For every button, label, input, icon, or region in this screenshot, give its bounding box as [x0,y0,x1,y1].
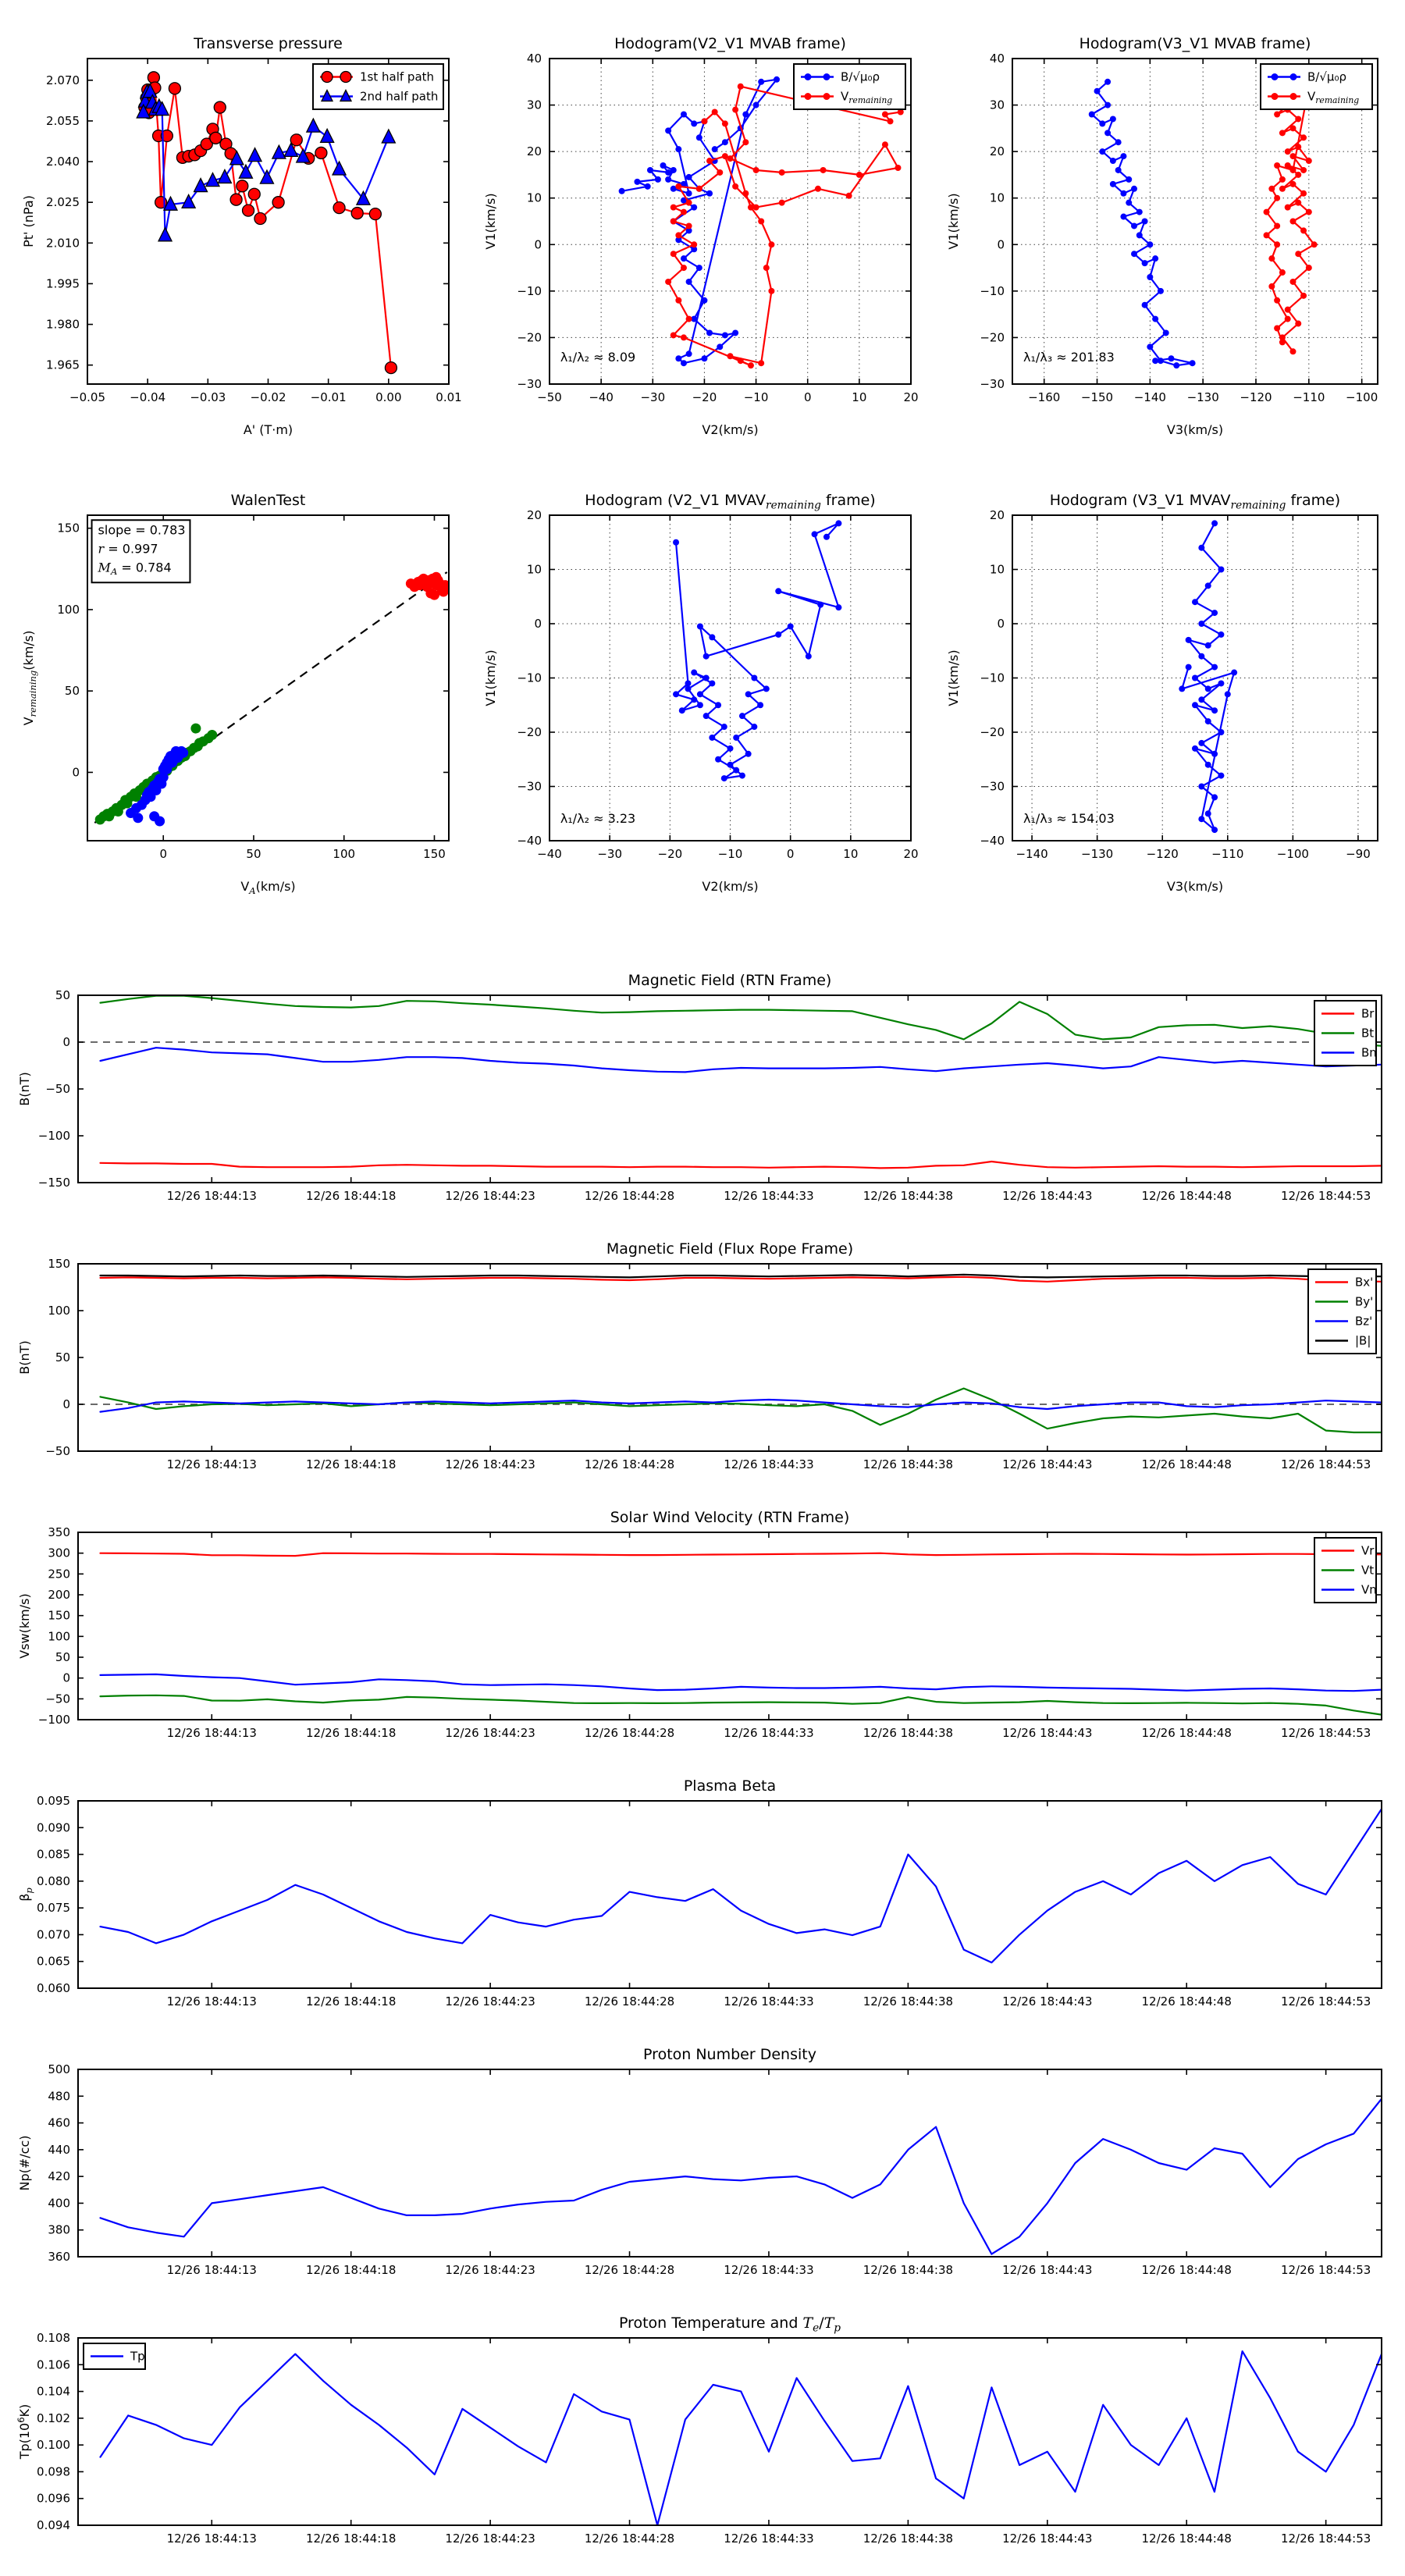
proton-number-density-svg [12,2038,1393,2296]
x-tick-label: 12/26 18:44:23 [445,1457,535,1471]
y-tick-label: 2.070 [46,73,80,87]
x-tick-label: 12/26 18:44:18 [306,1726,397,1740]
y-tick-label: 10 [989,562,1005,577]
y-tick-label: 50 [64,684,80,699]
x-tick-label: −0.05 [69,390,105,404]
y-tick-label: 100 [48,1629,70,1644]
y-axis-label: V1(km/s) [483,193,498,250]
plot-proton-temperature [12,2307,1393,2564]
legend-label: 1st half path [360,69,435,84]
x-tick-label: 100 [333,847,356,861]
x-tick-label: 12/26 18:44:23 [445,1189,535,1203]
proton-temperature-svg [12,2307,1393,2564]
y-axis-label: B(nT) [17,1340,32,1375]
x-tick-label: 12/26 18:44:33 [724,2532,814,2546]
x-tick-label: 12/26 18:44:43 [1002,1726,1093,1740]
plot-hodogram-v2v1-mvav [478,476,927,902]
y-tick-label: 0.108 [37,2331,70,2345]
stats-line: r = 0.997 [98,541,158,557]
x-tick-label: 12/26 18:44:38 [863,1994,954,2008]
x-tick-label: 12/26 18:44:53 [1280,1726,1371,1740]
y-tick-label: 10 [989,190,1005,205]
hodogram-v3v1-mvav-svg [941,476,1393,902]
hodogram-v2v1-mvab-svg [478,20,927,445]
x-tick-label: −30 [597,847,622,861]
y-tick-label: 0.106 [37,2357,70,2372]
walen-test-svg [16,476,464,902]
legend-label: |B| [1355,1333,1371,1348]
x-tick-label: 12/26 18:44:33 [724,1726,814,1740]
y-tick-label: 0.100 [37,2438,70,2453]
x-tick-label: −130 [1186,390,1219,404]
y-axis-label: $V_{remaining}(km/s)$ [21,630,38,726]
x-tick-label: 12/26 18:44:23 [445,2263,535,2277]
legend-label: Vr [1361,1543,1375,1558]
legend-label: Bt [1361,1026,1375,1041]
legend-label: Bn [1361,1045,1377,1060]
x-tick-label: 12/26 18:44:43 [1002,2532,1093,2546]
y-tick-label: −150 [37,1176,70,1190]
x-tick-label: −0.02 [250,390,286,404]
x-tick-label: −100 [1276,847,1309,861]
y-tick-label: −20 [517,330,542,345]
x-tick-label: −110 [1293,390,1325,404]
x-tick-label: 12/26 18:44:33 [724,1189,814,1203]
x-tick-label: 12/26 18:44:18 [306,2532,397,2546]
chart-title: Transverse pressure [194,35,343,52]
y-tick-label: 150 [48,1257,70,1271]
legend [313,64,443,109]
x-axis-label: V3(km/s) [1166,422,1224,437]
y-tick-label: −50 [45,1082,70,1096]
x-axis-label: V2(km/s) [702,879,759,894]
y-tick-label: 40 [989,52,1005,66]
x-tick-label: 12/26 18:44:53 [1280,1994,1371,2008]
y-tick-label: 500 [48,2062,70,2076]
x-tick-label: 0 [159,847,168,861]
x-tick-label: 12/26 18:44:23 [445,1994,535,2008]
y-tick-label: 0 [62,1670,70,1685]
hodogram-v2v1-mvav-svg [478,476,927,902]
y-tick-label: 150 [48,1608,70,1623]
y-tick-label: 0.075 [37,1901,70,1916]
x-tick-label: 12/26 18:44:18 [306,1994,397,2008]
chart-title: Hodogram(V2_V1 MVAB frame) [614,35,846,52]
eigenratio-annotation: λ₁/λ₂ ≈ 3.23 [560,811,636,827]
y-axis-label: V1(km/s) [483,649,498,706]
y-tick-label: 250 [48,1567,70,1582]
y-tick-label: 30 [526,98,542,112]
x-axis-label: A' (T·m) [243,422,293,437]
y-tick-label: 0.060 [37,1981,70,1995]
x-tick-label: 12/26 18:44:38 [863,2263,954,2277]
x-tick-label: 12/26 18:44:28 [584,1189,675,1203]
y-tick-label: 0.080 [37,1873,70,1888]
y-tick-label: 100 [57,602,80,617]
y-tick-label: 420 [48,2169,70,2184]
x-tick-label: −90 [1346,847,1371,861]
x-tick-label: 12/26 18:44:48 [1141,1994,1232,2008]
y-tick-label: 2.025 [46,195,80,210]
y-tick-label: 20 [526,144,542,159]
legend-label: Br [1361,1006,1375,1021]
plot-hodogram-v3v1-mvav [941,476,1393,902]
x-tick-label: 12/26 18:44:48 [1141,1726,1232,1740]
x-tick-label: −0.03 [190,390,226,404]
x-tick-label: −20 [692,390,717,404]
stats-line: $M_A = 0.784$ [98,560,172,578]
y-axis-label: Pt' (nPa) [21,195,36,247]
x-axis-label: V3(km/s) [1166,879,1224,894]
legend [1261,64,1372,109]
plot-hodogram-v2v1-mvab [478,20,927,445]
chart-title: Proton Number Density [643,2046,816,2063]
y-axis-label: Vsw(km/s) [17,1593,32,1659]
x-tick-label: 12/26 18:44:23 [445,2532,535,2546]
legend [1314,1001,1377,1066]
y-tick-label: 0.070 [37,1927,70,1942]
legend [794,64,905,109]
y-tick-label: 300 [48,1546,70,1560]
y-tick-label: 2.040 [46,155,80,169]
y-tick-label: −40 [980,834,1005,848]
x-tick-label: 12/26 18:44:43 [1002,1994,1093,2008]
y-tick-label: 360 [48,2250,70,2264]
legend [1308,1269,1376,1354]
y-axis-label: $Tp(10^6K)$ [15,2403,32,2460]
legend-label: B/√μ₀ρ [841,69,880,84]
plot-transverse-pressure [16,20,464,445]
x-tick-label: −10 [717,847,743,861]
x-tick-label: −0.01 [310,390,347,404]
x-tick-label: −50 [537,390,562,404]
y-axis-label: Np(#/cc) [17,2135,32,2191]
y-tick-label: 200 [48,1588,70,1602]
y-tick-label: 0 [72,765,80,780]
legend-label: Tp [130,2349,145,2364]
x-tick-label: 12/26 18:44:53 [1280,2263,1371,2277]
y-tick-label: 10 [526,190,542,205]
x-tick-label: 12/26 18:44:18 [306,1189,397,1203]
y-tick-label: 460 [48,2115,70,2130]
legend-label: Vn [1361,1582,1377,1597]
x-tick-label: 0.01 [436,390,462,404]
plot-solar-wind-velocity [12,1501,1393,1759]
x-tick-label: −40 [589,390,614,404]
stats-line: slope = 0.783 [98,522,186,538]
x-tick-label: 50 [246,847,261,861]
y-tick-label: 1.995 [46,276,80,291]
x-tick-label: −0.04 [130,390,166,404]
y-tick-label: 0 [534,237,542,252]
y-tick-label: 0.094 [37,2518,70,2532]
y-tick-label: −10 [517,671,542,685]
x-tick-label: 12/26 18:44:38 [863,1457,954,1471]
legend-label: By' [1355,1294,1374,1309]
x-tick-label: 12/26 18:44:53 [1280,1457,1371,1471]
x-axis-label: $V_A(km/s)$ [240,879,296,896]
y-tick-label: 0.102 [37,2411,70,2425]
legend-label: Vt [1361,1563,1375,1578]
plot-magnetic-field-rtn [12,964,1393,1222]
y-tick-label: 400 [48,2196,70,2211]
y-tick-label: 0.104 [37,2384,70,2399]
plot-magnetic-field-fluxrope [12,1233,1393,1490]
y-tick-label: −50 [45,1692,70,1706]
x-tick-label: −20 [657,847,683,861]
x-tick-label: −130 [1081,847,1114,861]
y-axis-label: V1(km/s) [946,649,961,706]
x-tick-label: 12/26 18:44:33 [724,1994,814,2008]
y-tick-label: 0.096 [37,2491,70,2506]
magnetic-field-rtn-svg [12,964,1393,1222]
x-tick-label: 12/26 18:44:13 [166,1457,257,1471]
x-tick-label: 10 [843,847,859,861]
y-tick-label: −50 [45,1444,70,1458]
hodogram-v3v1-mvab-svg [941,20,1393,445]
y-tick-label: −10 [517,283,542,298]
chart-title: Hodogram (V2_V1 $MVAV_{remaining}$ frame) [585,492,876,512]
x-tick-label: 12/26 18:44:28 [584,2532,675,2546]
x-tick-label: 12/26 18:44:43 [1002,2263,1093,2277]
chart-title: Magnetic Field (RTN Frame) [628,972,832,989]
x-tick-label: 12/26 18:44:13 [166,1726,257,1740]
x-tick-label: 12/26 18:44:28 [584,1726,675,1740]
x-tick-label: −160 [1028,390,1061,404]
x-tick-label: −120 [1240,390,1272,404]
x-tick-label: 12/26 18:44:48 [1141,2263,1232,2277]
y-tick-label: 20 [526,508,542,522]
x-tick-label: −110 [1211,847,1244,861]
chart-title: Magnetic Field (Flux Rope Frame) [606,1240,854,1258]
y-tick-label: −30 [517,779,542,794]
y-tick-label: 10 [526,562,542,577]
x-tick-label: 10 [852,390,867,404]
x-tick-label: −120 [1146,847,1179,861]
chart-title: WalenTest [230,492,306,509]
y-tick-label: 0.090 [37,1820,70,1835]
x-tick-label: 12/26 18:44:38 [863,1726,954,1740]
x-tick-label: 12/26 18:44:13 [166,2263,257,2277]
y-tick-label: −30 [980,377,1005,391]
legend-label: $V_{remaining}$ [841,89,893,106]
x-tick-label: 12/26 18:44:38 [863,1189,954,1203]
y-tick-label: −40 [517,834,542,848]
x-tick-label: 12/26 18:44:33 [724,2263,814,2277]
chart-title: Plasma Beta [683,1777,777,1795]
legend [84,2343,145,2369]
x-axis-label: V2(km/s) [702,422,759,437]
y-tick-label: 0.095 [37,1794,70,1808]
x-tick-label: 12/26 18:44:13 [166,1189,257,1203]
x-tick-label: −10 [743,390,769,404]
plot-hodogram-v3v1-mvab [941,20,1393,445]
y-axis-label: V1(km/s) [946,193,961,250]
y-tick-label: 0 [62,1035,70,1049]
plot-walen-test [16,476,464,902]
x-tick-label: 12/26 18:44:13 [166,2532,257,2546]
magnetic-field-fluxrope-svg [12,1233,1393,1490]
x-tick-label: −40 [537,847,562,861]
x-tick-label: 0.00 [375,390,402,404]
stats-box [92,520,190,582]
y-tick-label: −20 [517,725,542,739]
y-tick-label: 0.098 [37,2464,70,2479]
y-tick-label: 50 [55,1650,70,1664]
y-tick-label: 440 [48,2142,70,2157]
x-tick-label: 12/26 18:44:48 [1141,1189,1232,1203]
solar-wind-velocity-rtn-svg [12,1501,1393,1759]
legend-label: $V_{remaining}$ [1307,89,1360,106]
legend [1314,1538,1377,1603]
y-tick-label: −10 [980,283,1005,298]
y-axis-label: $\beta_p$ [17,1888,34,1902]
x-tick-label: 12/26 18:44:18 [306,1457,397,1471]
x-tick-label: 12/26 18:44:33 [724,1457,814,1471]
y-tick-label: 2.055 [46,113,80,128]
y-tick-label: −30 [980,779,1005,794]
x-tick-label: −30 [640,390,666,404]
x-tick-label: 12/26 18:44:23 [445,1726,535,1740]
y-tick-label: 150 [57,521,80,535]
y-tick-label: 30 [989,98,1005,112]
x-tick-label: 150 [423,847,446,861]
legend-label: Bz' [1355,1314,1373,1329]
y-tick-label: 0.065 [37,1954,70,1969]
x-tick-label: 12/26 18:44:53 [1280,1189,1371,1203]
y-tick-label: 0 [62,1397,70,1411]
x-tick-label: −150 [1080,390,1114,404]
plot-proton-number-density [12,2038,1393,2296]
chart-title: Hodogram(V3_V1 MVAB frame) [1079,35,1311,52]
y-tick-label: 350 [48,1525,70,1539]
y-tick-label: 0.085 [37,1847,70,1862]
x-tick-label: 0 [803,390,812,404]
y-tick-label: −20 [980,725,1005,739]
x-tick-label: 20 [903,847,919,861]
y-tick-label: 380 [48,2222,70,2237]
chart-title: Solar Wind Velocity (RTN Frame) [610,1509,850,1526]
x-tick-label: 0 [786,847,795,861]
legend-label: 2nd half path [360,89,439,104]
chart-title: Proton Temperature and $T_e/T_p$ [618,2314,841,2335]
y-tick-label: 100 [48,1304,70,1318]
x-tick-label: 20 [903,390,919,404]
transverse-pressure-svg [16,20,464,445]
x-tick-label: 12/26 18:44:28 [584,2263,675,2277]
y-tick-label: −10 [980,671,1005,685]
y-tick-label: 20 [989,144,1005,159]
x-tick-label: −100 [1346,390,1378,404]
x-tick-label: 12/26 18:44:28 [584,1994,675,2008]
x-tick-label: 12/26 18:44:43 [1002,1189,1093,1203]
x-tick-label: 12/26 18:44:38 [863,2532,954,2546]
y-tick-label: −30 [517,377,542,391]
y-tick-label: 40 [526,52,542,66]
x-tick-label: 12/26 18:44:48 [1141,2532,1232,2546]
x-tick-label: 12/26 18:44:28 [584,1457,675,1471]
legend-label: Bx' [1355,1275,1374,1290]
y-tick-label: 50 [55,1350,70,1364]
y-axis-label: B(nT) [17,1072,32,1106]
x-tick-label: −140 [1016,847,1048,861]
y-tick-label: 480 [48,2089,70,2104]
y-tick-label: −20 [980,330,1005,345]
x-tick-label: 12/26 18:44:18 [306,2263,397,2277]
x-tick-label: −140 [1133,390,1166,404]
y-tick-label: 2.010 [46,236,80,251]
eigenratio-annotation: λ₁/λ₃ ≈ 154.03 [1023,811,1115,827]
x-tick-label: 12/26 18:44:43 [1002,1457,1093,1471]
x-tick-label: 12/26 18:44:48 [1141,1457,1232,1471]
eigenratio-annotation: λ₁/λ₃ ≈ 201.83 [1023,349,1115,365]
y-tick-label: 1.965 [46,358,80,372]
legend-label: B/√μ₀ρ [1307,69,1346,84]
x-tick-label: 12/26 18:44:13 [166,1994,257,2008]
y-tick-label: −100 [37,1129,70,1143]
plot-plasma-beta [12,1770,1393,2027]
eigenratio-annotation: λ₁/λ₂ ≈ 8.09 [560,349,636,365]
y-tick-label: 1.980 [46,317,80,332]
x-tick-label: 12/26 18:44:53 [1280,2532,1371,2546]
y-tick-label: 0 [997,237,1005,252]
chart-title: Hodogram (V3_V1 $MVAV_{remaining}$ frame) [1049,492,1341,512]
y-tick-label: 0 [534,617,542,631]
y-tick-label: −100 [37,1713,70,1727]
plasma-beta-svg [12,1770,1393,2027]
y-tick-label: 20 [989,508,1005,522]
y-tick-label: 50 [55,988,70,1002]
y-tick-label: 0 [997,617,1005,631]
